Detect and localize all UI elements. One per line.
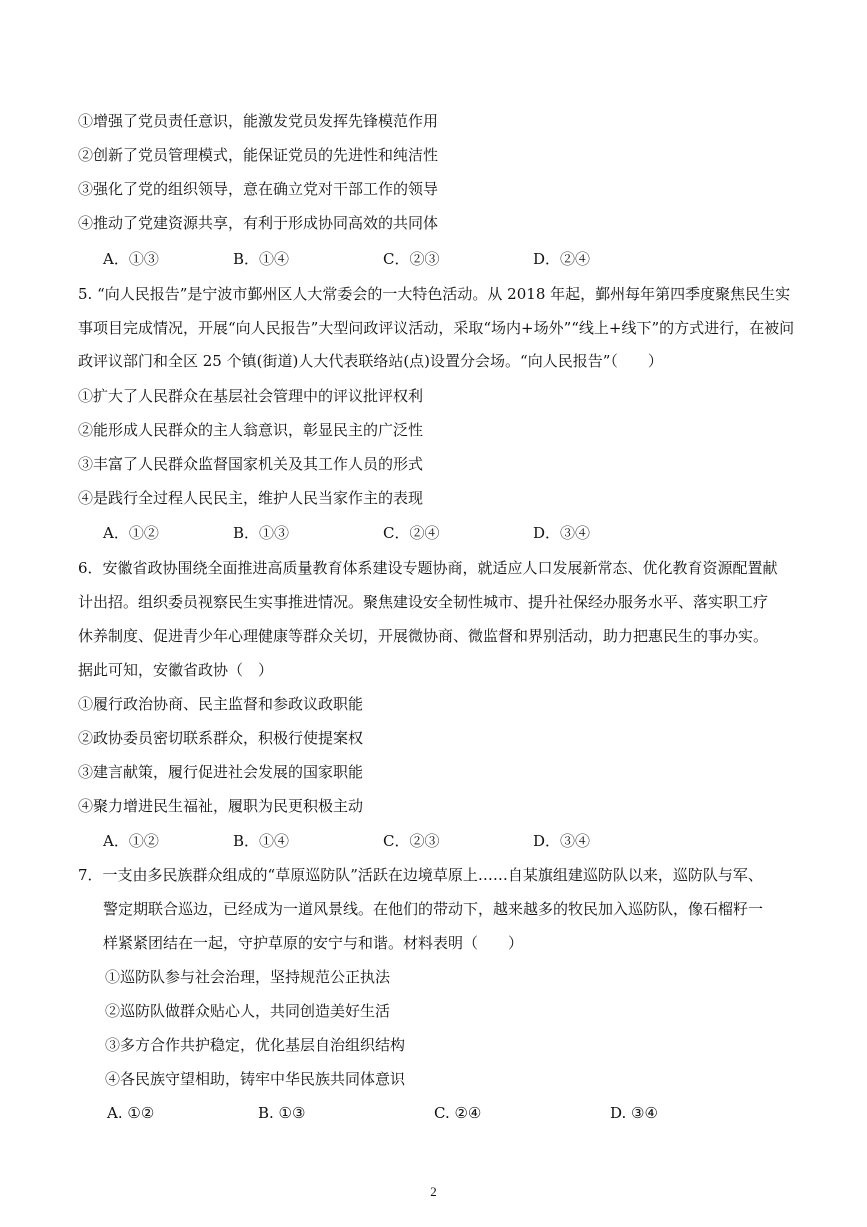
q7-stem-line-1: 7．一支由多民族群众组成的“草原巡防队”活跃在边境草原上……自某旗组建巡防队以来，巡防队与军、 [78,866,763,884]
option-b: B．①④ [233,250,290,268]
q7-statement-4: ④各民族守望相助，铸牢中华民族共同体意识 [105,1070,406,1088]
q6-stem-line-2: 计出招。组织委员视察民生实事推进情况。聚焦建设安全韧性城市、提升社保经办服务水平、落实职工疗 [78,593,769,611]
option-a: A．①② [103,524,159,542]
option-a: A. ①② [107,1104,155,1122]
option-c: C．②③ [383,832,440,850]
q6-statement-2: ②政协委员密切联系群众，积极行使提案权 [78,729,364,747]
q7-statement-1: ①巡防队参与社会治理，坚持规范公正执法 [105,968,391,986]
option-a: A．①② [103,832,159,850]
q7-statement-3: ③多方合作共护稳定，优化基层自治组织结构 [105,1036,406,1054]
option-d: D．③④ [533,524,591,542]
q5-stem-line-1: 5. “向人民报告”是宁波市鄞州区人大常委会的一大特色活动。从 2018 年起，鄞州每年第四季度聚焦民生实 [78,285,791,303]
option-b: B．①④ [233,832,290,850]
option-c: C．②③ [383,250,440,268]
option-d: D．③④ [533,832,591,850]
q7-stem-line-3: 样紧紧团结在一起，守护草原的安宁与和谐。材料表明（ ） [103,934,524,952]
statement-1: ①增强了党员责任意识，能激发党员发挥先锋模范作用 [78,112,439,130]
q7-stem-line-2: 警定期联合巡边，已经成为一道风景线。在他们的带动下，越来越多的牧民加入巡防队，像石榴籽一 [103,900,764,918]
option-b: B．①③ [233,524,290,542]
q6-stem-line-4: 据此可知，安徽省政协（ ） [78,661,274,679]
q5-answer-options [0,521,867,545]
option-d: D．②④ [533,250,591,268]
page-number: 2 [430,1184,437,1199]
statement-2: ②创新了党员管理模式，能保证党员的先进性和纯洁性 [78,146,439,164]
q5-statement-4: ④是践行全过程人民民主，维护人民当家作主的表现 [78,489,424,507]
q5-stem-line-3: 政评议部门和全区 25 个镇(街道)人大代表联络站(点)设置分会场。“向人民报告”（ ） [78,352,663,370]
q7-statement-2: ②巡防队做群众贴心人，共同创造美好生活 [105,1002,391,1020]
q6-answer-options [0,829,867,853]
q5-statement-3: ③丰富了人民群众监督国家机关及其工作人员的形式 [78,455,424,473]
option-a: A．①③ [103,250,159,268]
statement-3: ③强化了党的组织领导，意在确立党对干部工作的领导 [78,180,439,198]
option-c: C. ②④ [434,1104,482,1122]
option-c: C．②④ [383,524,440,542]
q7-answer-options [0,1101,867,1125]
q6-stem-line-1: 6．安徽省政协围绕全面推进高质量教育体系建设专题协商，就适应人口发展新常态、优化教育资源配置献 [78,559,778,577]
answer-options [0,247,867,271]
option-d: D. ③④ [610,1104,658,1122]
q6-stem-line-3: 休养制度、促进青少年心理健康等群众关切，开展微协商、微监督和界别活动，助力把惠民生的事办实。 [78,627,769,645]
q6-statement-4: ④聚力增进民生福祉，履职为民更积极主动 [78,797,364,815]
statement-4: ④推动了党建资源共享，有利于形成协同高效的共同体 [78,214,439,232]
q6-statement-3: ③建言献策，履行促进社会发展的国家职能 [78,763,364,781]
q6-statement-1: ①履行政治协商、民主监督和参政议政职能 [78,695,364,713]
q5-statement-1: ①扩大了人民群众在基层社会管理中的评议批评权利 [78,387,424,405]
option-b: B. ①③ [258,1104,306,1122]
q5-statement-2: ②能形成人民群众的主人翁意识，彰显民主的广泛性 [78,421,424,439]
q5-stem-line-2: 事项目完成情况，开展“向人民报告”大型问政评议活动，采取“场内+场外”“线上+线下”的方式进行，在被问 [78,319,795,337]
